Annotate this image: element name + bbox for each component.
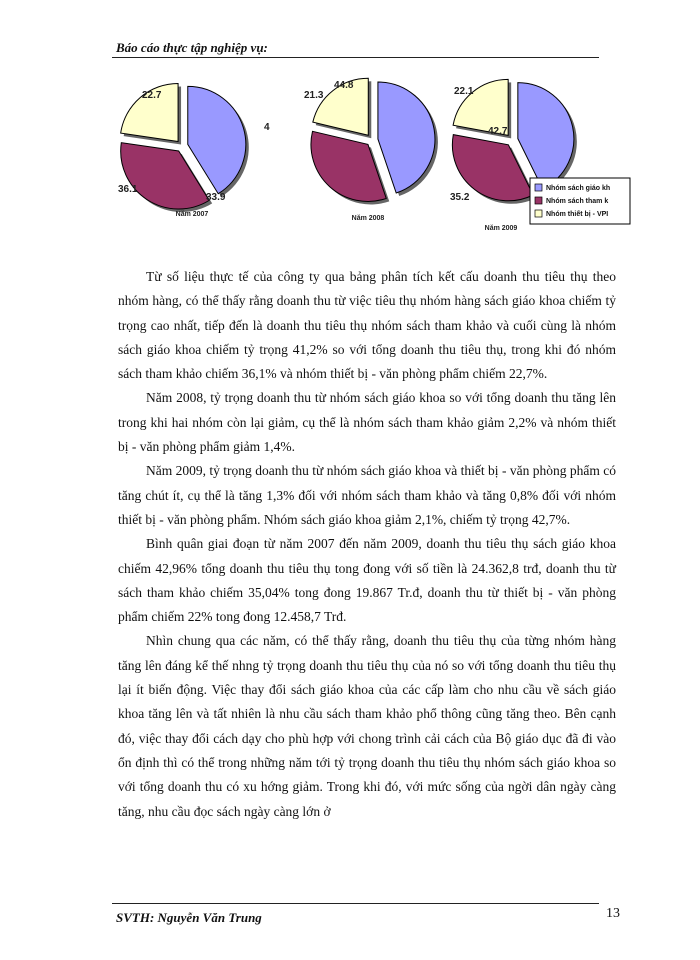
paragraph: Bình quân giai đoạn từ năm 2007 đến năm 2009, doanh thu tiêu thụ sách giáo khoa chiếm 42,96% tổng doanh thu tiêu thụ tong đong với số tiền là 24.362,8 trđ, doanh thu từ sách tham khảo chiếm 35,04% tong đong 19.867 Tr.đ, doanh thu từ thiết bị - văn phòng phẩm chiếm 22% tong đong 12.458,7 Trđ. [118,536,616,625]
legend-label: Nhóm thiết bị - VPI [546,211,609,218]
pie-chart-canvas [110,78,630,248]
body-text [118,265,616,824]
legend-swatch [535,210,542,217]
legend-label: Nhóm sách giáo kh [546,185,611,192]
pie-data-label: 22.7 [142,90,162,101]
pie-chart-title: Năm 2009 [484,225,518,232]
pie-data-label: 21.3 [304,90,324,101]
chart-legend [530,178,630,224]
pie-data-label: 44.8 [334,80,354,91]
footer-divider [112,903,599,904]
legend-label: Nhóm sách tham k [546,198,609,205]
legend-swatch [535,197,542,204]
legend-swatch [535,184,542,191]
header-divider [112,57,599,58]
pie-chart-title: Năm 2008 [351,215,385,222]
pie-data-label: 4 [264,122,270,133]
paragraph: Năm 2009, tỷ trọng doanh thu từ nhóm sách giáo khoa và thiết bị - văn phòng phẩm có tăng chút ít, cụ thể là tăng 1,3% đối với nhóm sách tham khảo và tăng 0,8% đối với nhóm thiết bị - văn phòng phẩm. Nhóm sách giáo khoa giảm 2,1%, chiếm tỷ trọng 42,7%. [118,463,616,527]
pie-data-label: 42.7 [488,126,508,137]
pie-data-label: 36.1 [118,184,138,195]
pie-slice [311,131,386,201]
pie-data-label: 35.2 [450,192,470,203]
pie-charts [110,78,630,248]
pie-chart-title: Năm 2007 [175,211,209,218]
page-number: 13 [606,906,620,921]
paragraph: Từ số liệu thực tế của công ty qua bảng phân tích kết cấu doanh thu tiêu thụ theo nhóm hàng, có thể thấy rằng doanh thu từ việc tiêu thụ nhóm hàng sách giáo khoa chiếm tỷ trọng cao nhất, tiếp đến là doanh thu tiêu thụ nhóm sách tham khảo và cuối cùng là nhóm sách giáo khoa chiếm tỷ trọng 41,2% so với tổng doanh thu tiêu thụ, trong khi đó nhóm sách tham khảo chiếm 36,1% và nhóm thiết bị - văn phòng phẩm chiếm 22,7%. [118,269,616,382]
footer-author: SVTH: Nguyễn Văn Trung [116,910,262,925]
pie-data-label: 22.1 [454,86,474,97]
paragraph: Năm 2008, tỷ trọng doanh thu từ nhóm sách giáo khoa so với tổng doanh thu tăng lên trong khi hai nhóm còn lại giảm, cụ thể là nhóm sách tham khảo giảm 2,2% và nhóm thiết bị - văn phòng phẩm giảm 1,4%. [118,390,616,455]
paragraph: Nhìn chung qua các năm, có thể thấy rằng, doanh thu tiêu thụ của từng nhóm hàng tăng lên đáng kể thế nhng tỷ trọng doanh thu tiêu thụ của nó so với tổng doanh thu tiêu thụ lại ít biến động. Việc thay đổi sách giáo khoa của các cấp làm cho nhu cầu về sách giáo khoa tăng lên và tất nhiên là nhu cầu sách tham khảo phổ thông cũng tăng theo. Bên cạnh đó, việc thay đổi cách dạy cho phù hợp với chong trình cải cách của Bộ giáo dục đã đi vào ổn định thì có thể trong những năm tới tỷ trọng doanh thu tiêu thụ nhóm sách giáo khoa so với tổng doanh thu có xu hớng giảm. Trong khi đó, với mức sống của ngời dân ngày càng tăng, nhu cầu đọc sách ngày càng lớn ở [118,633,616,819]
pie-data-label: 33.9 [206,192,226,203]
page-header-title: Báo cáo thực tập nghiệp vụ: [116,40,268,55]
